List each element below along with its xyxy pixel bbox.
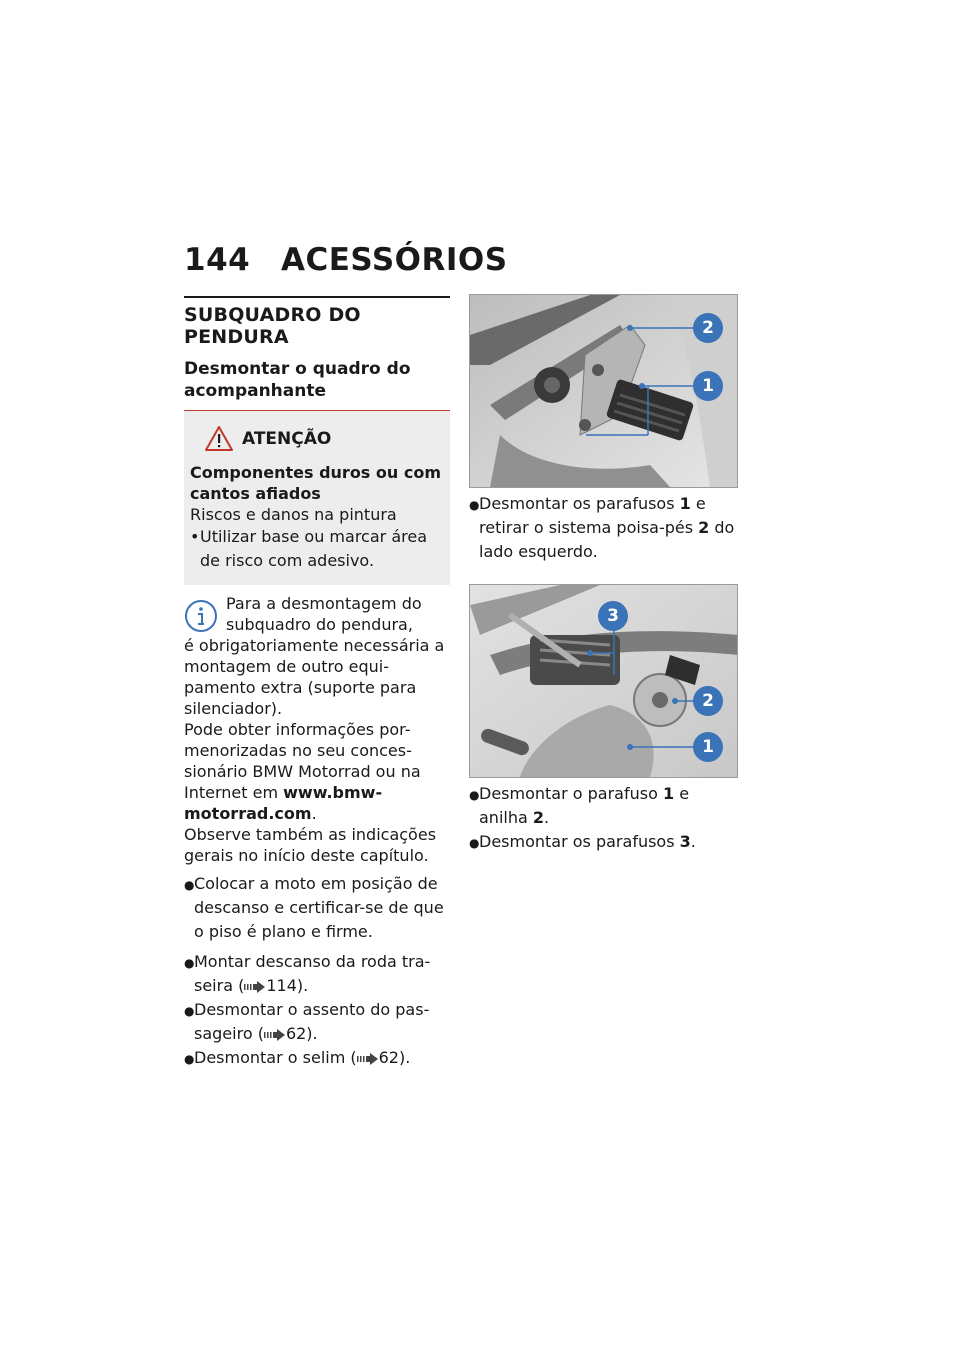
step-item: ● Desmontar o assento do pas-sageiro ( 62). <box>184 1000 430 1043</box>
step-text: Desmontar os parafusos <box>479 494 680 513</box>
info-more <box>184 719 450 824</box>
step-item: ● Desmontar o parafuso 1 e anilha 2. <box>469 784 690 827</box>
step-text: Desmontar o selim ( <box>194 1048 357 1067</box>
ref-number: 1 <box>679 494 691 513</box>
callout-1: 1 <box>693 371 723 401</box>
left-column <box>184 292 450 1071</box>
step-text: . <box>690 832 696 851</box>
step-item: ● Desmontar os parafusos 1 e retirar o sistema poisa-pés 2 do lado esquerdo. <box>469 494 735 561</box>
page-ref-link[interactable]: 62 <box>285 1024 307 1043</box>
warning-header <box>190 425 444 452</box>
warning-action-text: Utilizar base ou marcar área de risco com adesivo. <box>200 527 427 570</box>
section-title: SUBQUADRO DO PENDURA <box>184 296 450 348</box>
page-ref-arrow-icon <box>264 1029 286 1041</box>
warning-label: ATENÇÃO <box>242 428 332 449</box>
step-text: Colocar a moto em posição de descanso e certificar-se de que o piso é plano e firme. <box>194 874 444 941</box>
info-icon <box>184 599 218 633</box>
step-item: ● Colocar a moto em posição de descanso e certificar-se de que o piso é plano e firme. <box>184 872 450 944</box>
url-suffix: . <box>311 804 317 823</box>
page-number: 144 <box>184 242 251 278</box>
ref-number: 1 <box>662 784 675 803</box>
info-line-2: subquadro do pendura, <box>226 615 413 634</box>
page-ref-arrow-icon <box>244 981 266 993</box>
ref-number: 3 <box>679 832 691 851</box>
page-ref-link[interactable]: 114 <box>266 976 297 995</box>
info-note <box>184 593 450 866</box>
ref-number: 2 <box>698 518 710 537</box>
step-end: ). <box>398 1048 411 1067</box>
dealer-url-link[interactable]: www.bmw-motorrad.com <box>184 783 383 823</box>
warning-headline: Componentes duros ou com cantos afiados <box>190 463 441 503</box>
step-text: e retirar o sistema poisa-pés <box>479 494 706 537</box>
step-text: Desmontar os parafusos <box>479 832 680 851</box>
subsection-title: Desmontar o quadro do acompanhante <box>184 358 450 411</box>
steps-list-left <box>184 872 450 1071</box>
step-end: ). <box>306 1024 318 1043</box>
step-text: e anilha <box>479 784 690 827</box>
figure-bolts <box>469 584 738 778</box>
figure-footrest <box>469 294 738 488</box>
warning-box <box>184 411 450 585</box>
callout-2: 2 <box>693 313 723 343</box>
step-item: ● Desmontar o selim ( 62). <box>184 1048 411 1067</box>
step-text: . <box>544 808 550 827</box>
page-header <box>184 242 508 278</box>
warning-action: • Utilizar base ou marcar área de risco com adesivo. <box>190 525 444 573</box>
ref-number: 2 <box>532 808 545 827</box>
callout-1: 1 <box>693 732 723 762</box>
page-ref-arrow-icon <box>357 1053 379 1065</box>
info-more-prefix: Pode obter informações por-menorizadas no seu conces-sionário BMW Motorrad ou na Internet em <box>184 720 421 802</box>
step-text: Desmontar o parafuso <box>479 784 663 803</box>
step-item: ● Montar descanso da roda tra-seira ( 114). <box>184 952 431 995</box>
step-text: do lado esquerdo. <box>479 518 735 561</box>
page-ref-link[interactable]: 62 <box>378 1048 399 1067</box>
warning-consequence: Riscos e danos na pintura <box>190 505 397 524</box>
right-column <box>469 292 738 855</box>
info-observe: Observe também as indicações gerais no início deste capítulo. <box>184 825 437 865</box>
step-text: Montar descanso da roda tra-seira ( <box>194 952 431 995</box>
info-line-1: Para a desmontagem do <box>226 594 422 613</box>
step-item: ● Desmontar os parafusos 3. <box>469 832 696 851</box>
step-text: Desmontar o assento do pas-sageiro ( <box>194 1000 430 1043</box>
info-rest: é obrigatoriamente necessária a montagem de outro equi-pamento extra (suporte para silenciador). <box>184 636 445 718</box>
step-end: ). <box>296 976 309 995</box>
callout-2: 2 <box>693 686 723 716</box>
warning-triangle-icon <box>204 425 234 452</box>
callout-3: 3 <box>598 601 628 631</box>
chapter-title: ACESSÓRIOS <box>281 242 508 278</box>
